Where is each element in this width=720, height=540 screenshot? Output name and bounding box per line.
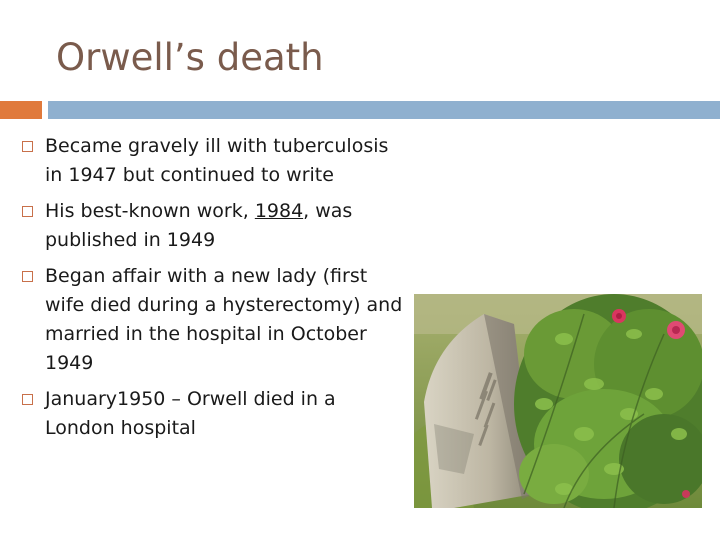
gravestone-photo bbox=[414, 294, 702, 508]
square-bullet-icon bbox=[22, 206, 33, 217]
bullet-item bbox=[20, 132, 405, 190]
slide-title: Orwell’s death bbox=[56, 36, 324, 79]
square-bullet-icon bbox=[22, 141, 33, 152]
bullet-item bbox=[20, 197, 405, 255]
accent-bar-blue bbox=[48, 101, 720, 119]
bullet-list bbox=[20, 132, 405, 450]
bullet-text: January1950 – Orwell died in a London hospital bbox=[45, 388, 336, 439]
bullet-text-prefix: His best-known work, bbox=[45, 200, 255, 222]
square-bullet-icon bbox=[22, 394, 33, 405]
book-link-1984[interactable]: 1984 bbox=[254, 200, 304, 222]
bullet-item bbox=[20, 262, 405, 378]
accent-bar-orange bbox=[0, 101, 42, 119]
bullet-text: Became gravely ill with tuberculosis in 1947 but continued to write bbox=[45, 135, 389, 186]
square-bullet-icon bbox=[22, 271, 33, 282]
bullet-text-suffix: , was published in 1949 bbox=[45, 200, 353, 251]
bullet-item bbox=[20, 385, 405, 443]
bullet-text: Began affair with a new lady (first wife died during a hysterectomy) and married in the hospital in October 1949 bbox=[45, 265, 403, 374]
